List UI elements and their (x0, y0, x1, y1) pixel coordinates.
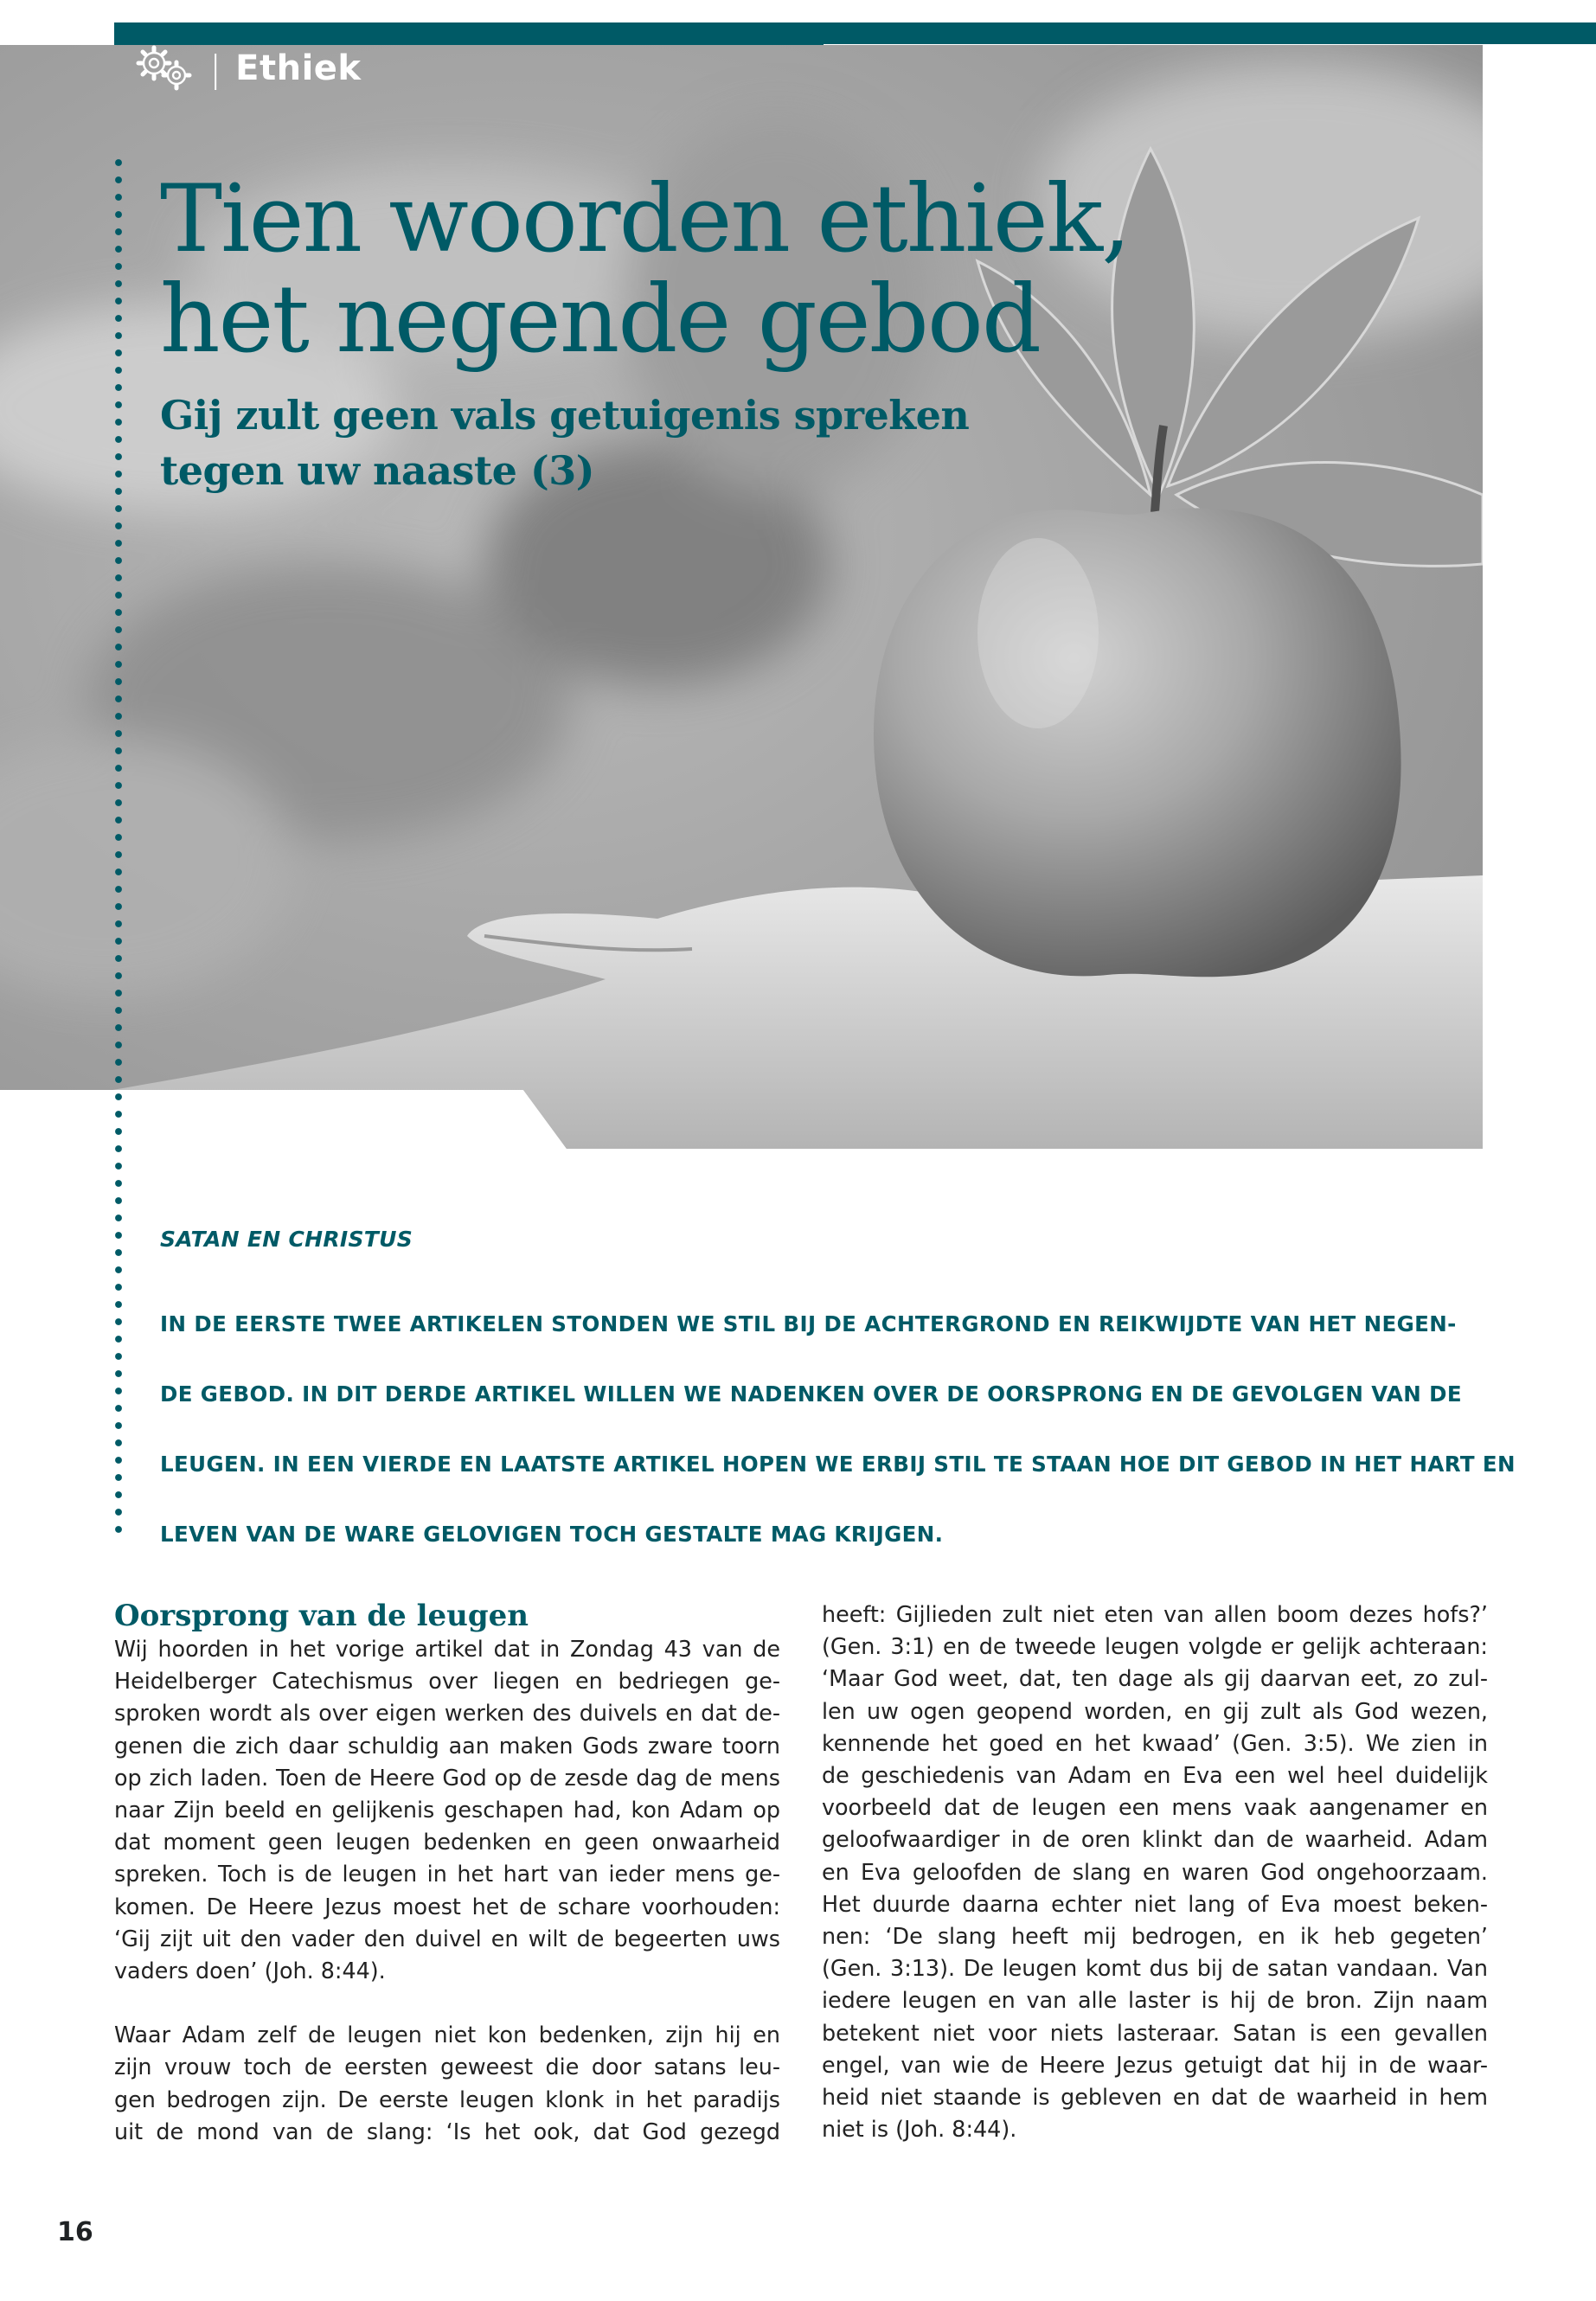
section-heading: Oorsprong van de leugen (114, 1599, 529, 1633)
text-line: ‘Maar God weet, dat, ten dage als gij daarvan eet, zo zul- (822, 1665, 1488, 1692)
intro-line: DE GEBOD. IN DIT DERDE ARTIKEL WILLEN WE NADENKEN OVER DE OORSPRONG EN DE GEVOLGEN VAN DE (160, 1381, 1463, 1407)
text-line: Wij hoorden in het vorige artikel dat in Zondag 43 van de (114, 1636, 780, 1662)
text-line: kennende het goed en het kwaad’ (Gen. 3:5). We zien in (822, 1729, 1488, 1756)
title-line-2: het negende gebod (160, 266, 1040, 374)
section-label (131, 38, 362, 99)
text-line: uit de mond van de slang: ‘Is het ook, dat God gezegd (114, 2118, 780, 2144)
text-line: Heidelberger Catechismus over liegen en bedriegen ge- (114, 1668, 780, 1695)
article-title (160, 165, 1285, 374)
text-line: Waar Adam zelf de leugen niet kon bedenken, zijn hij en (114, 2022, 780, 2048)
text-line: dat moment geen leugen bedenken en geen onwaarheid (114, 1829, 780, 1856)
text-line: engel, van wie de Heere Jezus getuigt dat hij in de waar- (822, 2051, 1488, 2078)
intro-line: IN DE EERSTE TWEE ARTIKELEN STONDEN WE STIL BIJ DE ACHTERGROND EN REIKWIJDTE VAN HET NEGEN- (160, 1311, 1457, 1336)
text-line: op zich laden. Toen de Heere God op de zesde dag de mens (114, 1764, 780, 1791)
text-line: naar Zijn beeld en gelijkenis geschapen had, kon Adam op (114, 1797, 780, 1823)
text-line: betekent niet voor niets lasteraar. Satan is een gevallen (822, 2019, 1488, 2046)
text-line: nen: ‘De slang heeft mij bedrogen, en ik heb gegeten’ (822, 1923, 1488, 1950)
paragraph (114, 1633, 780, 1987)
section-name: Ethiek (235, 48, 362, 88)
text-line: len uw ogen geopend worden, en gij zult als God wezen, (822, 1697, 1488, 1724)
text-line: niet is (Joh. 8:44). (822, 2116, 1017, 2143)
subtitle-line-2: tegen uw naaste (3) (160, 447, 594, 494)
text-line: komen. De Heere Jezus moest het de schare voorhouden: (114, 1893, 780, 1920)
intro-line: LEUGEN. IN EEN VIERDE EN LAATSTE ARTIKEL HOPEN WE ERBIJ STIL TE STAAN HOE DIT GEBOD IN HET HART EN (160, 1452, 1516, 1477)
text-line: geloofwaardiger in de oren klinkt dan de waarheid. Adam (822, 1826, 1488, 1853)
text-line: ‘Gij zijt uit den vader den duivel en wilt de begeerten uws (114, 1925, 780, 1952)
text-line: Het duurde daarna echter niet lang of Eva moest beken- (822, 1890, 1488, 1917)
text-line: heid niet staande is gebleven en dat de waarheid in hem (822, 2084, 1488, 2111)
text-line: (Gen. 3:1) en de tweede leugen volgde er gelijk achteraan: (822, 1633, 1488, 1660)
page-number: 16 (57, 2217, 93, 2247)
section-separator: | (209, 47, 222, 90)
text-line: genen die zich daar schuldig aan maken Gods zware toorn (114, 1732, 780, 1759)
paragraph (822, 1599, 1488, 2145)
text-line: en Eva geloofden de slang en waren God ongehoorzaam. (822, 1858, 1488, 1885)
text-line: spreken. Toch is de leugen in het hart van ieder mens ge- (114, 1861, 780, 1888)
gears-icon (131, 42, 197, 94)
text-line: zijn vrouw toch de eersten geweest die door satans leu- (114, 2054, 780, 2080)
text-line: (Gen. 3:13). De leugen komt dus bij de satan vandaan. Van (822, 1955, 1488, 1982)
title-line-1: Tien woorden ethiek, (160, 165, 1130, 273)
right-column (822, 1599, 1488, 2145)
text-line: heeft: Gijlieden zult niet eten van allen boom dezes hofs?’ (822, 1601, 1488, 1627)
dotted-rule (114, 154, 123, 1538)
paragraph (114, 2019, 780, 2148)
text-line: sproken wordt als over eigen werken des duivels en dat de- (114, 1700, 780, 1727)
intro-text (160, 1289, 1516, 1569)
article-subtitle (160, 388, 1112, 498)
text-line: gen bedrogen zijn. De eerste leugen klonk in het paradijs (114, 2086, 780, 2112)
text-line: vaders doen’ (Joh. 8:44). (114, 1958, 386, 1984)
left-column (114, 1599, 780, 2148)
intro-line: LEVEN VAN DE WARE GELOVIGEN TOCH GESTALTE MAG KRIJGEN. (160, 1522, 944, 1547)
intro-heading: SATAN EN CHRISTUS (160, 1227, 413, 1252)
text-line: voorbeeld dat de leugen een mens vaak aangenamer en (822, 1794, 1488, 1821)
text-line: de geschiedenis van Adam en Eva een wel heel duidelijk (822, 1762, 1488, 1789)
text-line: iedere leugen en van alle laster is hij de bron. Zijn naam (822, 1987, 1488, 2014)
subtitle-line-1: Gij zult geen vals getuigenis spreken (160, 392, 970, 439)
